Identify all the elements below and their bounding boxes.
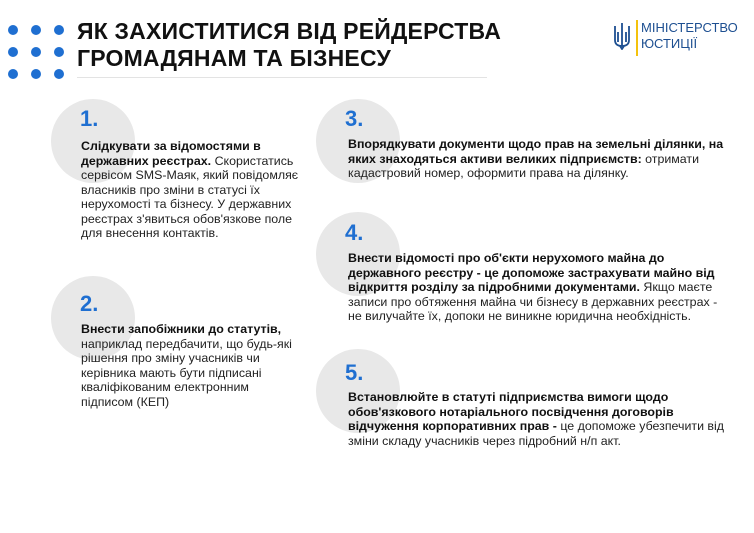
item-1-body: Скористатись сервісом SMS-Маяк, який повідомляє власників про зміни в статусі їх нерухомості та бізнесу. У державних реєстрах з'явиться обов'язкове поле для внесення контактів. — [81, 153, 299, 240]
item-3-body: отримати кадастровий номер, оформити права на ділянку. — [348, 151, 699, 180]
item-3-text — [348, 137, 728, 181]
logo-line-1: МІНІСТЕРСТВО — [641, 20, 738, 35]
item-1-heading: Слідкувати за відомостями в державних реєстрах. — [81, 139, 261, 168]
logo-text — [641, 20, 738, 52]
item-2-heading: Внести запобіжники до статутів, — [81, 322, 282, 336]
item-2-number: 2. — [80, 291, 99, 316]
item-5-heading: Встановлюйте в статуті підприємства вимоги щодо обов'язкового нотаріального посвідчення договорів відчуження корпоративних прав - — [348, 390, 674, 433]
item-2-body: наприклад передбачити, що будь-які рішення про зміну учасників чи керівника мають бути підписані кваліфікованим електронним підписом (КЕП) — [81, 336, 292, 409]
item-4-heading: Внести відомості про об'єкти нерухомого майна до державного реєстру - це допоможе застрахувати майно від відкриття розділу за підробними документами. — [348, 251, 715, 294]
item-5-text — [348, 390, 728, 448]
item-5-number: 5. — [345, 360, 364, 385]
logo-accent-bar — [636, 20, 638, 56]
logo-line-2: ЮСТИЦІЇ — [641, 36, 698, 51]
item-1-number: 1. — [80, 106, 99, 131]
item-3-heading: Впорядкувати документи щодо прав на земельні ділянки, на яких знаходяться активи великих підприємств: — [348, 137, 724, 166]
item-3-number: 3. — [345, 106, 364, 131]
trident-icon — [612, 22, 632, 50]
ministry-logo — [612, 20, 742, 60]
item-1-text — [81, 139, 316, 241]
decorative-dots — [8, 25, 66, 81]
item-4-text — [348, 251, 728, 324]
item-2-text — [81, 322, 293, 409]
item-5-body: це допоможе убезпечити від зміни складу учасників через підробний н/п акт. — [348, 419, 724, 448]
page-title: ЯК ЗАХИСТИТИСЯ ВІД РЕЙДЕРСТВА ГРОМАДЯНАМ ТА БІЗНЕСУ — [77, 18, 502, 71]
item-4-body: Якщо маєте записи про обтяження майна чи бізнесу в державних реєстрах - не вилучайте їх, допоки не виникне юридична необхідність. — [348, 280, 718, 323]
title-divider — [77, 77, 487, 78]
item-4-number: 4. — [345, 220, 364, 245]
